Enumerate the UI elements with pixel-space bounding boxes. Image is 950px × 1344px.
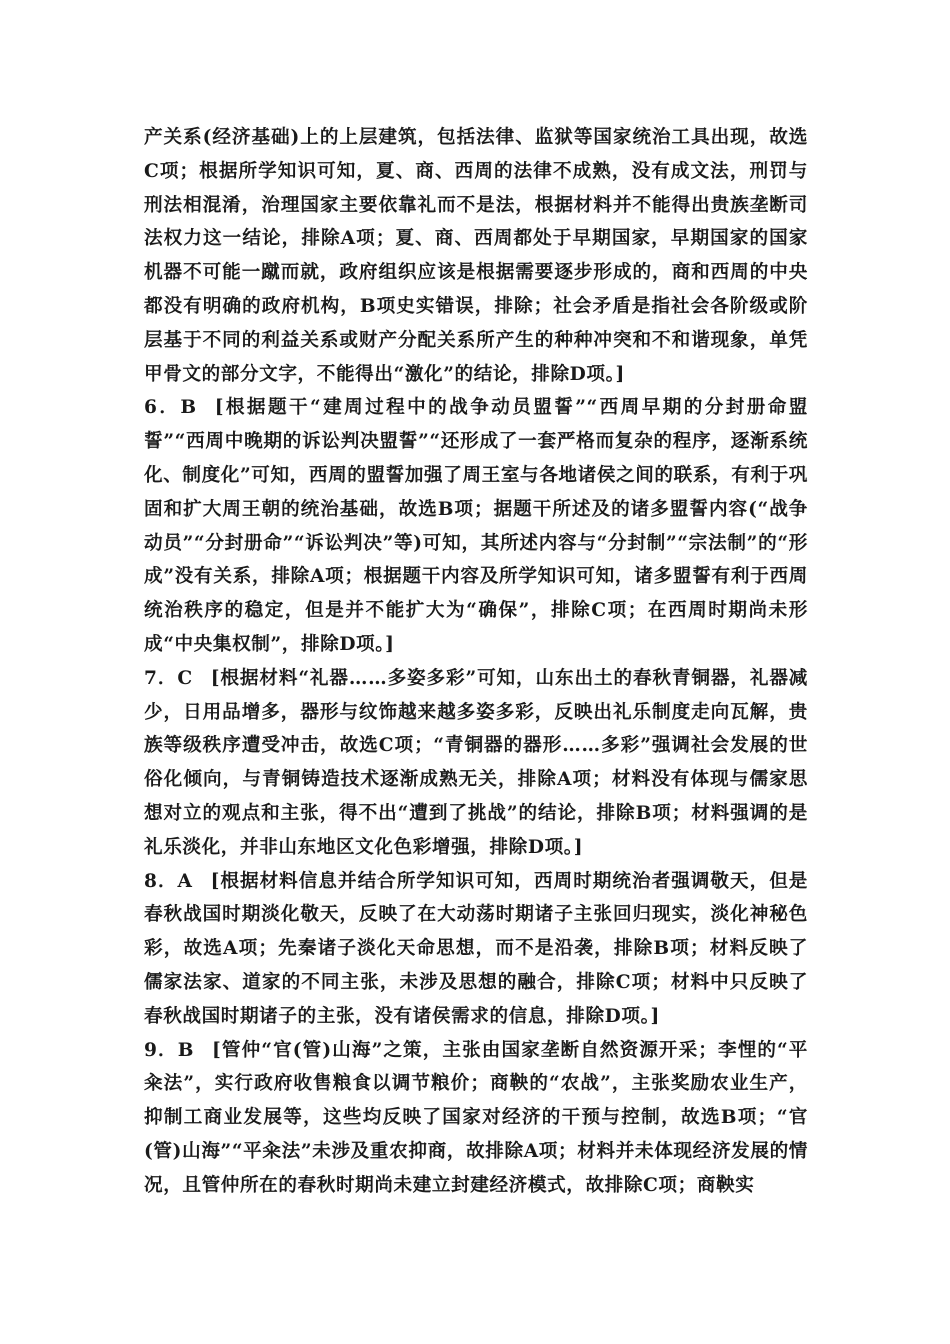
question-number: 9． (144, 1039, 178, 1061)
answer-explanation-continued (144, 121, 808, 391)
question-number: 7． (144, 667, 178, 689)
document-page (144, 121, 808, 1203)
paragraph-text: [根据材料信息并结合所学知识可知，西周时期统治者强调敬天，但是春秋战国时期淡化敬天，反映了在大动荡时期诸子主张回归现实，淡化神秘色彩，故选A项；先秦诸子淡化天命思想，而不是沿袭，排除B项；材料反映了儒家法家、道家的不同主张，未涉及思想的融合，排除C项；材料中只反映了春秋战国时期诸子的主张，没有诸侯需求的信息，排除D项。] (144, 870, 808, 1027)
paragraph-text: 产关系(经济基础)上的上层建筑，包括法律、监狱等国家统治工具出现，故选C项；根据所学知识可知，夏、商、西周的法律不成熟，没有成文法，刑罚与刑法相混淆，治理国家主要依靠礼而不是法，根据材料并不能得出贵族垄断司法权力这一结论，排除A项；夏、商、西周都处于早期国家，早期国家的国家机器不可能一蹴而就，政府组织应该是根据需要逐步形成的，商和西周的中央都没有明确的政府机构，B项史实错误，排除；社会矛盾是指社会各阶级或阶层基于不同的利益关系或财产分配关系所产生的种种冲突和不和谐现象，单凭甲骨文的部分文字，不能得出“激化”的结论，排除D项。] (144, 127, 808, 385)
answer-letter: A (177, 870, 193, 892)
paragraph-text: [根据题干“建周过程中的战争动员盟誓”“西周早期的分封册命盟誓”“西周中晚期的诉讼判决盟誓”“还形成了一套严格而复杂的程序，逐渐系统化、制度化”可知，西周的盟誓加强了周王室与各地诸侯之间的联系，有利于巩固和扩大周王朝的统治基础，故选B项；据题干所述及的诸多盟誓内容(“战争动员”“分封册命”“诉讼判决”等)可知，其所述内容与“分封制”“宗法制”的“形成”没有关系，排除A项；根据题干内容及所学知识可知，诸多盟誓有利于西周统治秩序的稳定，但是并不能扩大为“确保”，排除C项；在西周时期尚未形成“中央集权制”，排除D项。] (144, 397, 808, 655)
question-number: 8． (144, 870, 178, 892)
answer-explanation-7 (144, 662, 808, 865)
answer-explanation-8 (144, 865, 808, 1034)
question-number: 6． (144, 397, 181, 419)
paragraph-text: [根据材料“礼器……多姿多彩”可知，山东出土的春秋青铜器，礼器减少，日用品增多，器形与纹饰越来越多姿多彩，反映出礼乐制度走向瓦解，贵族等级秩序遭受冲击，故选C项；“青铜器的器形……多彩”强调社会发展的世俗化倾向，与青铜铸造技术逐渐成熟无关，排除A项；材料没有体现与儒家思想对立的观点和主张，得不出“遭到了挑战”的结论，排除B项；材料强调的是礼乐淡化，并非山东地区文化色彩增强，排除D项。] (144, 667, 808, 858)
answer-letter: B (180, 397, 197, 419)
paragraph-text: [管仲“官(管)山海”之策，主张由国家垄断自然资源开采；李悝的“平籴法”，实行政府收售粮食以调节粮价；商鞅的“农战”，主张奖励农业生产，抑制工商业发展等，这些均反映了国家对经济的干预与控制，故选B项；“官(管)山海”“平籴法”未涉及重农抑商，故排除A项；材料并未体现经济发展的情况，且管仲所在的春秋时期尚未建立封建经济模式，故排除C项；商鞅实 (144, 1039, 809, 1196)
answer-explanation-9 (144, 1034, 808, 1203)
answer-letter: B (177, 1039, 195, 1061)
answer-letter: C (177, 667, 193, 689)
answer-explanation-6 (144, 391, 808, 661)
